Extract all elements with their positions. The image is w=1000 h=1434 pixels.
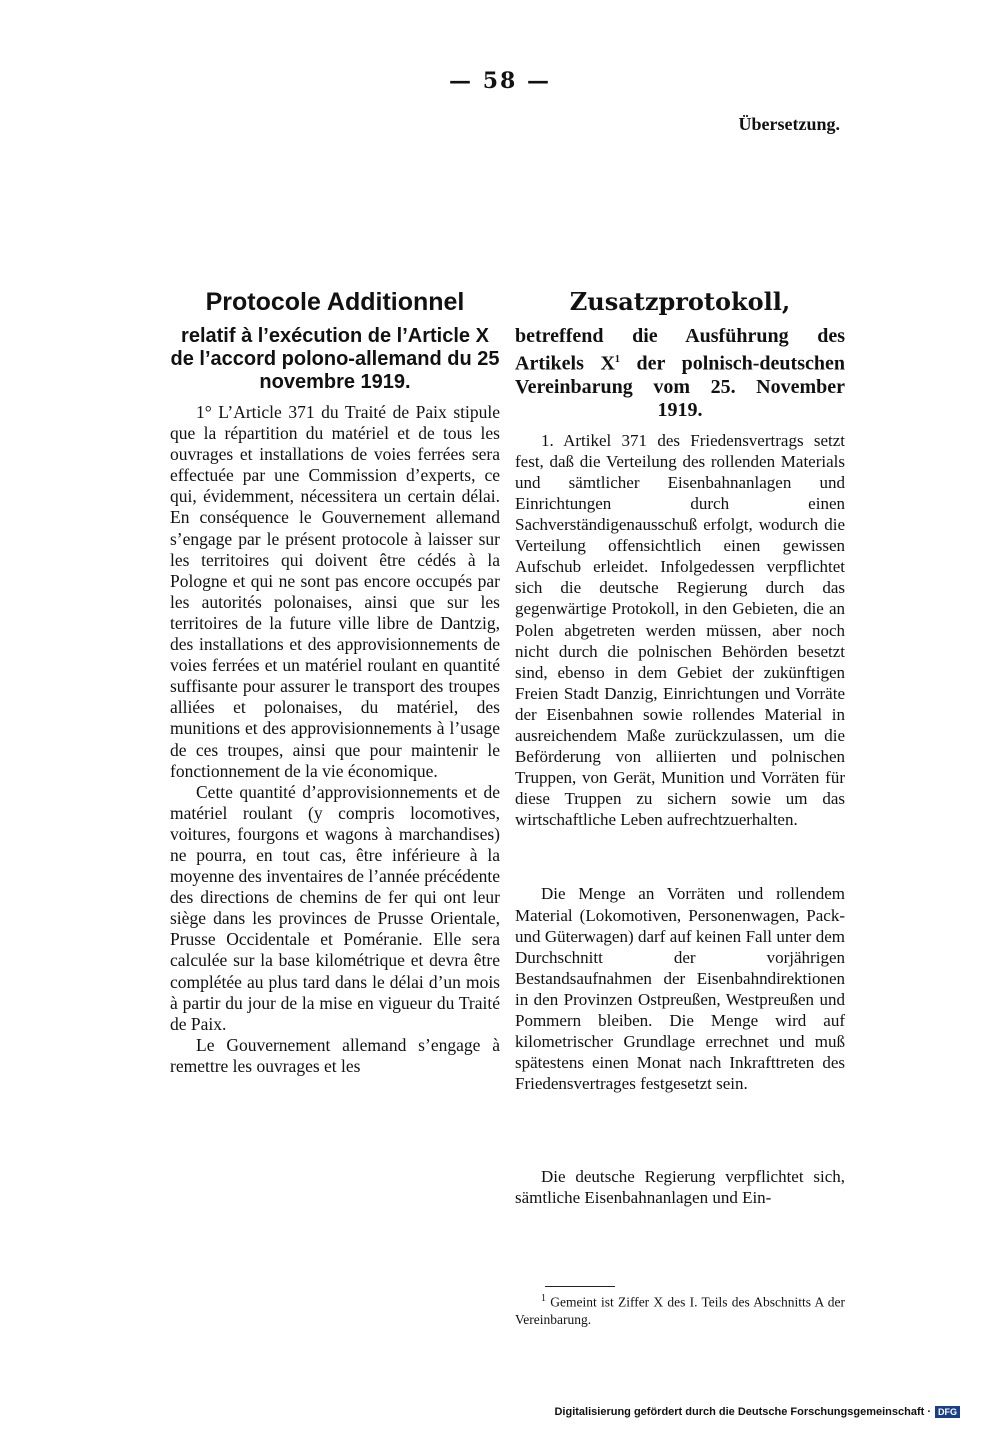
digitization-credit bbox=[554, 1406, 960, 1418]
footnote-number: 1 bbox=[541, 1293, 546, 1304]
french-paragraph-1: 1° L’Article 371 du Traité de Paix stipule que la répartition du matériel et de tous les ouvrages et installations de voies ferrées sera effectuée par une Commission d’experts, ce qui, évidemment, nécessitera un certain délai. En conséquence le Gouvernement allemand s’engage par le présent protocole à laisser sur les territoires qui doivent être cédés à la Pologne et qui ne sont pas encore occupés par les autorités polonaises, ainsi que sur les territoires de la future ville libre de Dantzig, des installations et des approvisionnements de voies ferrées et un matériel roulant en quantité suffisante pour assurer le transport des troupes alliées et polonaises, du matériel, des munitions et des approvisionnements à l’usage de ces troupes, ainsi que pour maintenir le fonctionnement de la vie économique. bbox=[170, 402, 500, 781]
german-subtitle bbox=[515, 325, 845, 422]
french-column bbox=[170, 285, 500, 1077]
page-number: — 58 — bbox=[449, 68, 551, 94]
french-subtitle: relatif à l’exécution de l’Article X de l’accord polono-allemand du 25 novembre 1919. bbox=[170, 325, 500, 393]
translation-label: Übersetzung. bbox=[738, 114, 840, 134]
german-paragraph-2: Die Menge an Vorräten und rollendem Material (Lokomotiven, Personenwagen, Pack- und Güterwagen) darf auf keinen Fall unter dem Durchschnitt der vorjährigen Bestandsaufnahmen der Eisenbahndirektionen in den Provinzen Ostpreußen, Westpreußen und Pommern bleiben. Die Menge wird auf kilometrischer Grundlage errechnet und muß spätestens einen Monat nach Inkrafttreten des Friedensvertrages festgesetzt sein. bbox=[515, 884, 845, 1094]
german-column bbox=[515, 285, 845, 1209]
french-paragraph-2: Cette quantité d’approvisionnements et de matériel roulant (y compris locomotives, voitures, fourgons et wagons à marchandises) ne pourra, en tout cas, être inférieure à la moyenne des inventaires de l’année précédente des directions de chemins de fer qui ont leur siège dans les provinces de Prusse Orientale, Prusse Occidentale et Poméranie. Elle sera calculée sur la base kilométrique et devra être complétée au plus tard dans le délai d’un mois à partir du jour de la mise en vigueur du Traité de Paix. bbox=[170, 781, 500, 1034]
german-subtitle-text: betreffend die Ausführung des Artikels X bbox=[515, 325, 845, 375]
footnote-marker: 1 bbox=[614, 354, 620, 365]
german-subtitle-text-end: der polnisch-deutschen Vereinbarung vom 25. November 1919. bbox=[515, 352, 845, 421]
footnote-text: Gemeint ist Ziffer X des I. Teils des Abschnitts A der Vereinbarung. bbox=[515, 1294, 845, 1327]
german-title: Zusatzprotokoll, bbox=[569, 287, 791, 316]
french-title: Protocole Additionnel bbox=[205, 288, 465, 316]
german-paragraph-3: Die deutsche Regierung verpflichtet sich, sämtliche Eisenbahnanlagen und Ein- bbox=[515, 1167, 845, 1208]
french-paragraph-3: Le Gouvernement allemand s’engage à remettre les ouvrages et les bbox=[170, 1034, 500, 1076]
footnote-divider bbox=[545, 1286, 615, 1287]
footnote bbox=[515, 1290, 845, 1328]
german-paragraph-1: 1. Artikel 371 des Friedensvertrags setzt fest, daß die Verteilung des rollenden Materials und sämtlicher Eisenbahnanlagen und Einrichtungen durch einen Sachverständigenausschuß erfolgt, wodurch die Verteilung offensichtlich einen gewissen Aufschub erleidet. Infolgedessen verpflichtet sich die deutsche Regierung durch das gegenwärtige Protokoll, in den Gebieten, die an Polen abgetreten werden müssen, aber noch nicht durch die polnischen Behörden besetzt sind, ebenso in dem Gebiet der zukünftigen Freien Stadt Danzig, Einrichtungen und Vorräte der Eisenbahnen sowie rollendes Material in ausreichendem Maße zurückzulassen, um die Beförderung von alliierten und polnischen Truppen, von Gerät, Munition und Vorräten für diese Truppen zu sichern sowie um das wirtschaftliche Leben aufrechtzuerhalten. bbox=[515, 430, 845, 830]
credit-text: Digitalisierung gefördert durch die Deutsche Forschungsgemeinschaft · bbox=[554, 1406, 931, 1418]
dfg-logo: DFG bbox=[935, 1406, 960, 1418]
